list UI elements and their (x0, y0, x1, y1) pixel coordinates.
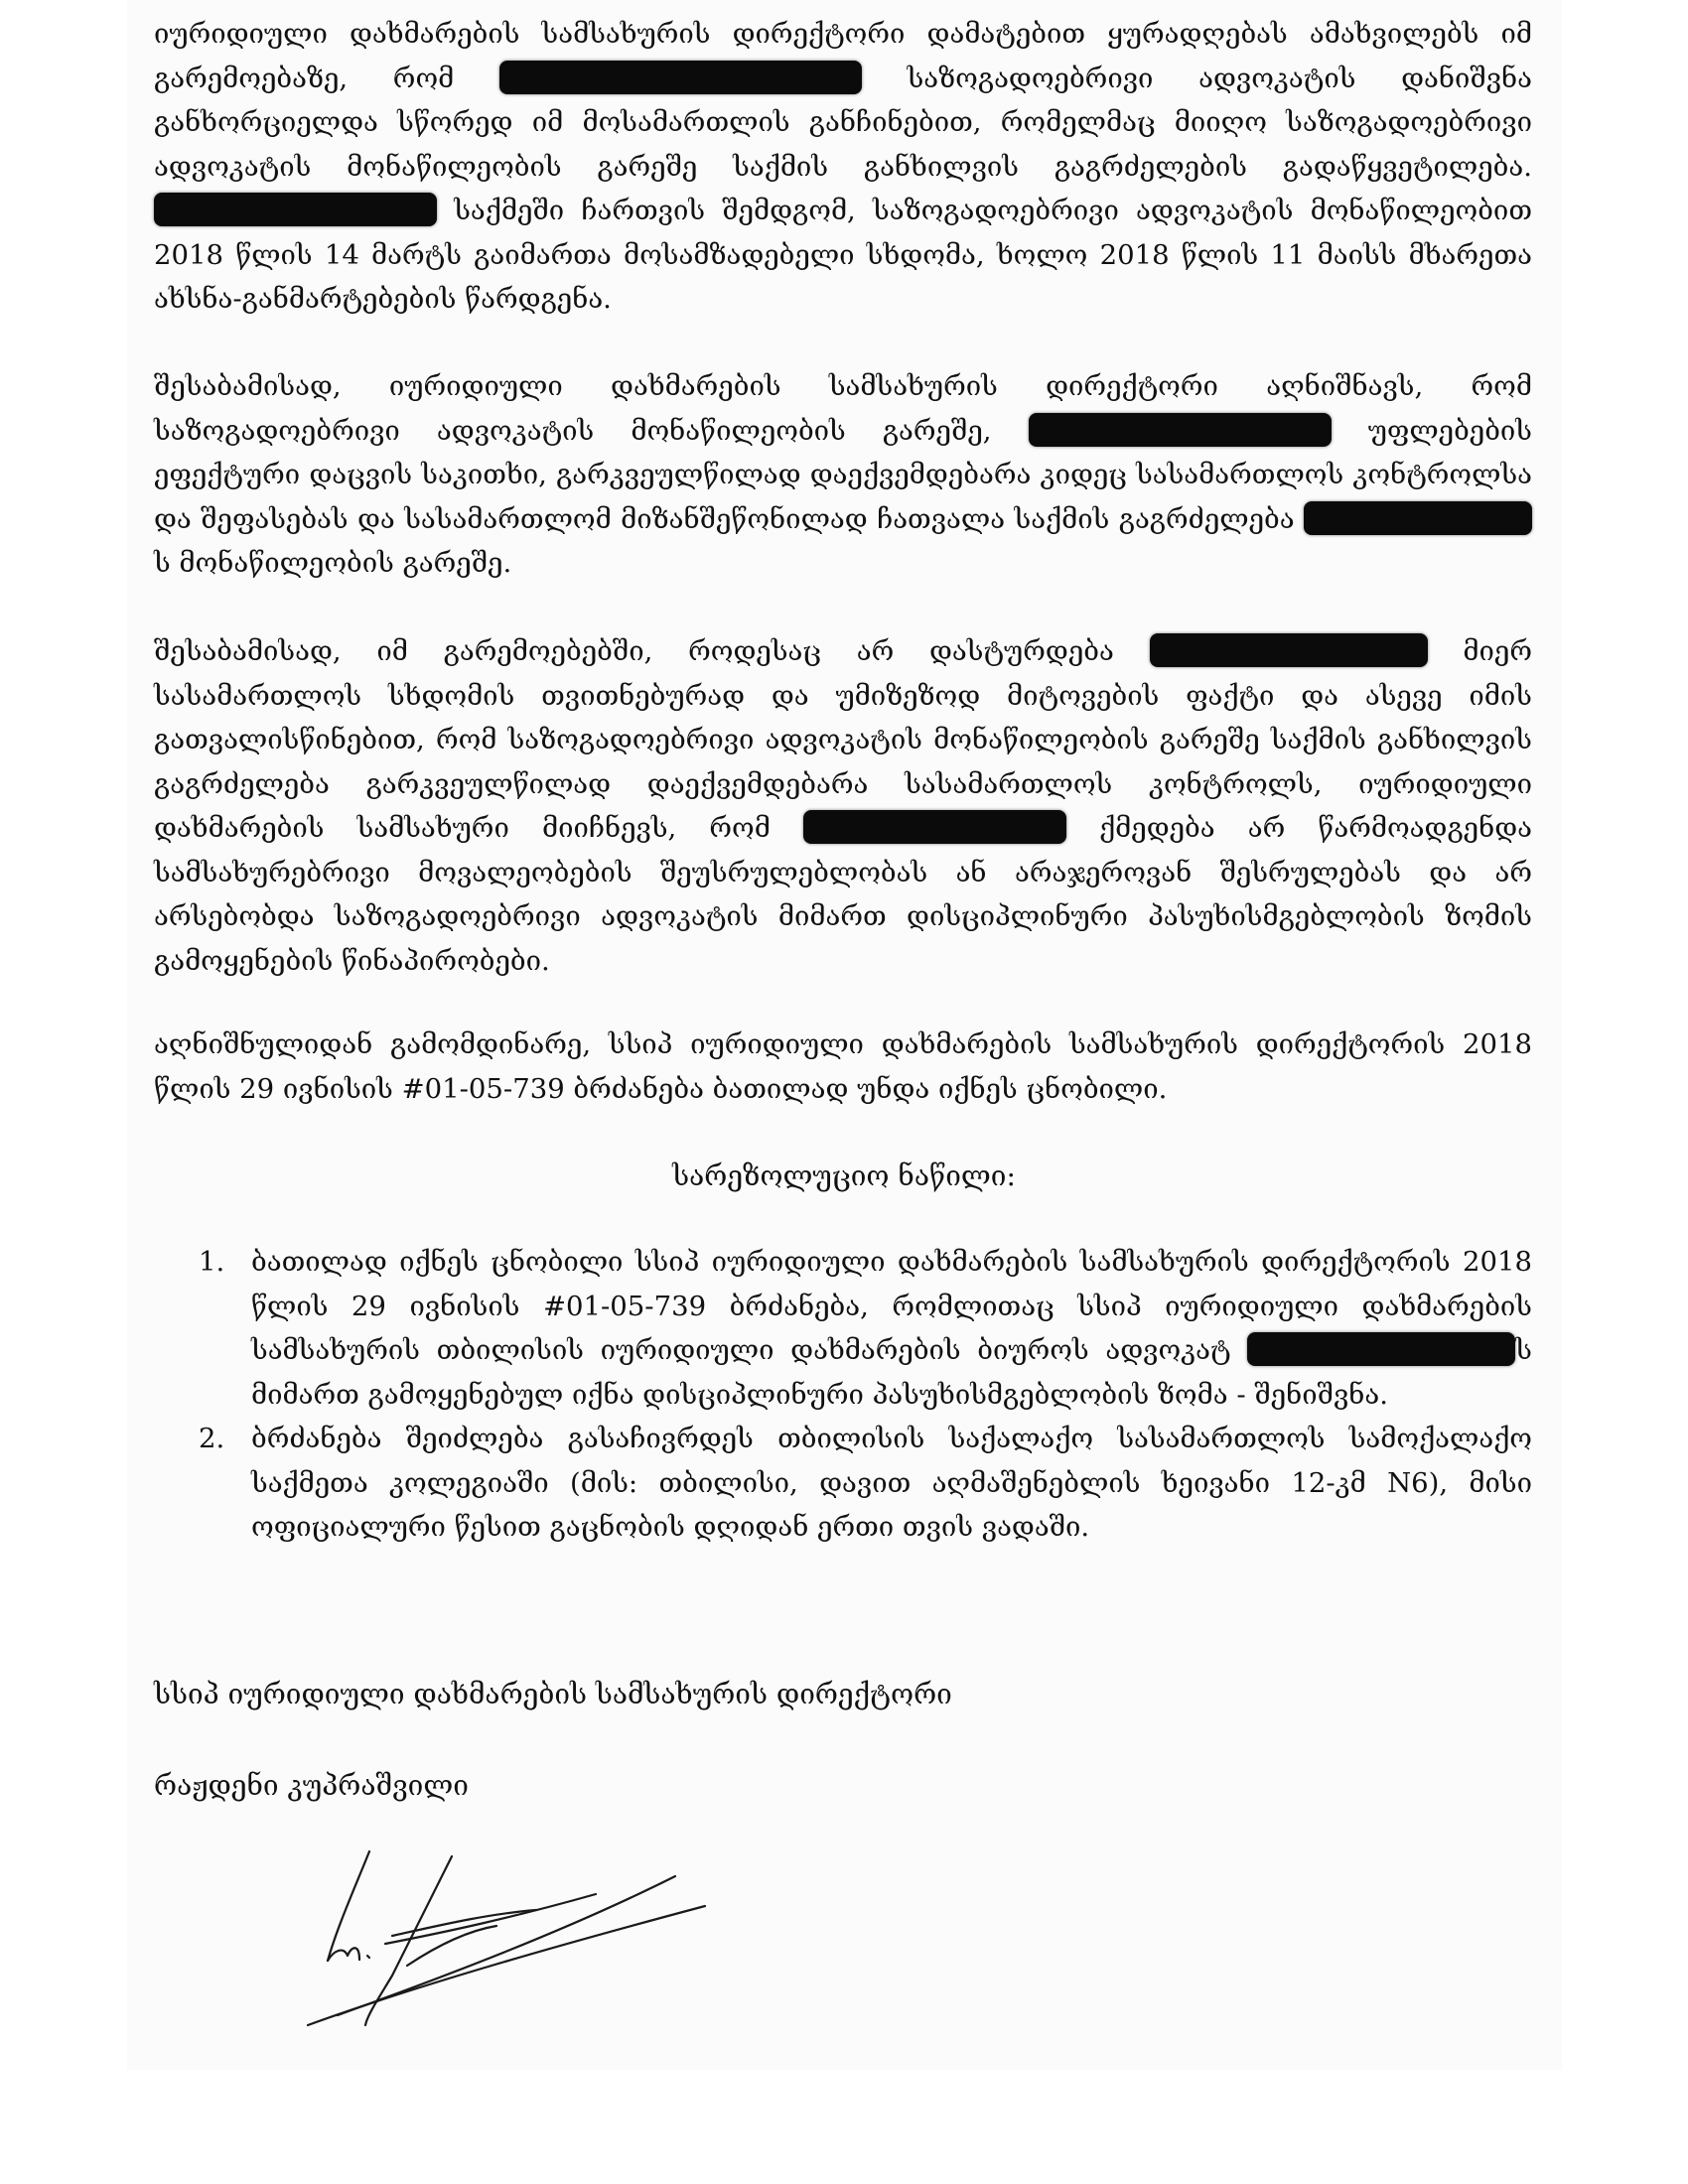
paragraph-1-part-a: იურიდიული დახმარების სამსახურის დირექტორი დამატებით ყურადღებას ამახვილებს იმ გარემოებაზე, რომ (154, 18, 1532, 94)
redacted-name (1150, 633, 1428, 667)
item-number: 1. (199, 1246, 225, 1278)
redacted-name (154, 193, 437, 226)
signatory-name: რაჟდენი კუპრაშვილი (154, 1769, 469, 1802)
item-text-part-b: ს მიმართ გამოყენებულ იქნა დისციპლინური პასუხისმგებლობის ზომა - შენიშვნა. (251, 1334, 1532, 1411)
paragraph-4: აღნიშნულიდან გამომდინარე, სსიპ იურიდიული დახმარების სამსახურის დირექტორის 2018 წლის 29 ივნისის #01-05-739 ბრძანება ბათილად უნდა იქნეს ცნობილი. (154, 1028, 1532, 1105)
paragraph-3-part-b: მიერ სასამართლოს სხდომის თვითნებურად და უმიზეზოდ მიტოვების ფაქტი და ასევე იმის გათვალისწინებით, რომ საზოგადოებრივი ადვოკატის მონაწილეობის გარეშე საქმის განხილვის გაგრძელება გარკვეულწილად დაექვემდებარა სასამართლოს კონტროლს, იურიდიული დახმარების სამსახური მიიჩნევს, რომ (154, 635, 1532, 844)
paragraph-3-part-a: შესაბამისად, იმ გარემოებებში, როდესაც არ დასტურდება (154, 635, 1114, 667)
paragraph-3-part-c: ქმედება არ წარმოადგენდა სამსახურებრივი მოვალეობების შეუსრულებლობას ან არაჯეროვან შესრულებას და არ არსებობდა საზოგადოებრივი ადვოკატის მიმართ დისციპლინური პასუხისმგებლობის ზომის გამოყენების წინაპირობები. (154, 812, 1533, 977)
paragraph-1-part-b: საზოგადოებრივი ადვოკატის დანიშვნა განხორციელდა სწორედ იმ მოსამართლის განჩინებით, რომელმაც მიიღო საზოგადოებრივი ადვოკატის მონაწილეობის გარეშე საქმის განხილვის გაგრძელების გადაწყვეტილება. (154, 62, 1532, 183)
resolution-list (199, 1240, 1532, 1550)
item-text: ბრძანება შეიძლება გასაჩივრდეს თბილისის საქალაქო სასამართლოს სამოქალაქო საქმეთა კოლეგიაში (მის: თბილისი, დავით აღმაშენებლის ხეივანი 12-კმ N6), მისი ოფიციალური წესით გაცნობის დღიდან ერთი თვის ვადაში. (251, 1423, 1532, 1543)
redacted-name (499, 61, 862, 94)
handwritten-signature (298, 1837, 715, 2035)
redacted-name (1247, 1332, 1515, 1366)
paragraph-3 (154, 629, 1532, 983)
paragraph-2-part-a: შესაბამისად, იურიდიული დახმარების სამსახურის დირექტორი აღნიშნავს, რომ საზოგადოებრივი ადვოკატის მონაწილეობის გარეშე, (154, 370, 1532, 447)
resolution-item (199, 1240, 1532, 1417)
resolution-heading: სარეზოლუციო ნაწილი: (672, 1160, 1016, 1192)
item-number: 2. (199, 1423, 225, 1454)
paragraph-2-part-b: უფლებების ეფექტური დაცვის საკითხი, გარკვეულწილად დაექვემდებარა კიდეც სასამართლოს კონტროლსა და შეფასებას და სასამართლომ მიზანშეწონილად ჩათვალა საქმის გაგრძელება (154, 414, 1533, 535)
paragraph-1 (154, 12, 1532, 322)
paragraph-2-part-c: ს მონაწილეობის გარეშე. (154, 547, 512, 579)
resolution-item (199, 1417, 1532, 1550)
item-text-part-a: ბათილად იქნეს ცნობილი სსიპ იურიდიული დახმარების სამსახურის დირექტორის 2018 წლის 29 ივნისის #01-05-739 ბრძანება, რომლითაც სსიპ იურიდიული დახმარების სამსახურის თბილისის იურიდიული დახმარების ბიუროს ადვოკატ (251, 1246, 1532, 1366)
redacted-name (803, 810, 1066, 844)
paragraph-1-part-c: საქმეში ჩართვის შემდგომ, საზოგადოებრივი ადვოკატის მონაწილეობით 2018 წლის 14 მარტს გაიმართა მოსამზადებელი სხდომა, ხოლო 2018 წლის 11 მაისს მხარეთა ახსნა-განმარტებების წარდგენა. (154, 195, 1532, 315)
paragraph-2 (154, 364, 1532, 586)
redacted-name (1304, 501, 1532, 535)
signatory-title: სსიპ იურიდიული დახმარების სამსახურის დირექტორი (154, 1678, 952, 1710)
redacted-name (1029, 413, 1332, 447)
